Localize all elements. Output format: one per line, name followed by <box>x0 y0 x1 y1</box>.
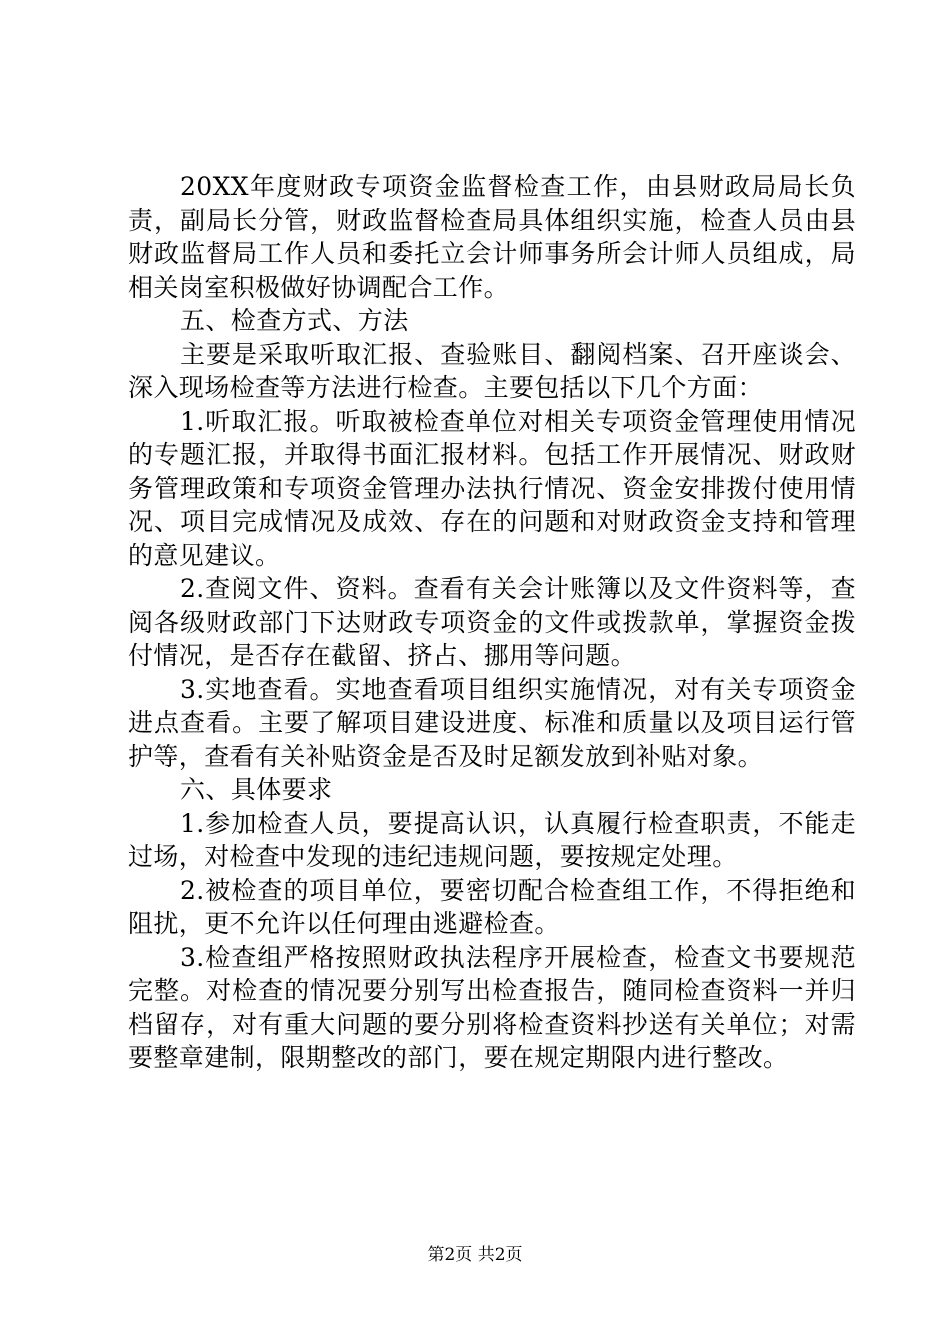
paragraph-method-3: 3.实地查看。实地查看项目组织实施情况，对有关专项资金进点查看。主要了解项目建设进度、标准和质量以及项目运行管护等，查看有关补贴资金是否及时足额发放到补贴对象。 <box>128 674 856 771</box>
document-body <box>128 170 856 1075</box>
page-number-footer: 第2页 共2页 <box>427 1245 523 1265</box>
paragraph-requirement-3: 3.检查组严格按照财政执法程序开展检查，检查文书要规范完整。对检查的情况要分别写出检查报告，随同检查资料一并归档留存，对有重大问题的要分别将检查资料抄送有关单位；对需要整章建制，限期整改的部门，要在规定期限内进行整改。 <box>128 942 856 1072</box>
paragraph-requirement-2: 2.被检查的项目单位，要密切配合检查组工作，不得拒绝和阻扰，更不允许以任何理由逃避检查。 <box>128 875 856 938</box>
section-heading-methods: 五、检查方式、方法 <box>180 306 409 335</box>
paragraph-method-2: 2.查阅文件、资料。查看有关会计账簿以及文件资料等，查阅各级财政部门下达财政专项资金的文件或拨款单，掌握资金拨付情况，是否存在截留、挤占、挪用等问题。 <box>128 574 856 670</box>
paragraph-method-1: 1.听取汇报。听取被检查单位对相关专项资金管理使用情况的专题汇报，并取得书面汇报材料。包括工作开展情况、财政财务管理政策和专项资金管理办法执行情况、资金安排拨付使用情况、项目完成情况及成效、存在的问题和对财政资金支持和管理的意见建议。 <box>128 406 856 570</box>
section-heading-requirements: 六、具体要求 <box>180 775 333 804</box>
paragraph-requirement-1: 1.参加检查人员，要提高认识，认真履行检查职责，不能走过场，对检查中发现的违纪违规问题，要按规定处理。 <box>128 808 856 871</box>
paragraph-methods-intro: 主要是采取听取汇报、查验账目、翻阅档案、召开座谈会、深入现场检查等方法进行检查。主要包括以下几个方面： <box>128 339 856 402</box>
paragraph-organization: 20XX年度财政专项资金监督检查工作，由县财政局局长负责，副局长分管，财政监督检查局具体组织实施，检查人员由县财政监督局工作人员和委托立会计师事务所会计师人员组成，局相关岗室积极做好协调配合工作。 <box>128 172 856 302</box>
